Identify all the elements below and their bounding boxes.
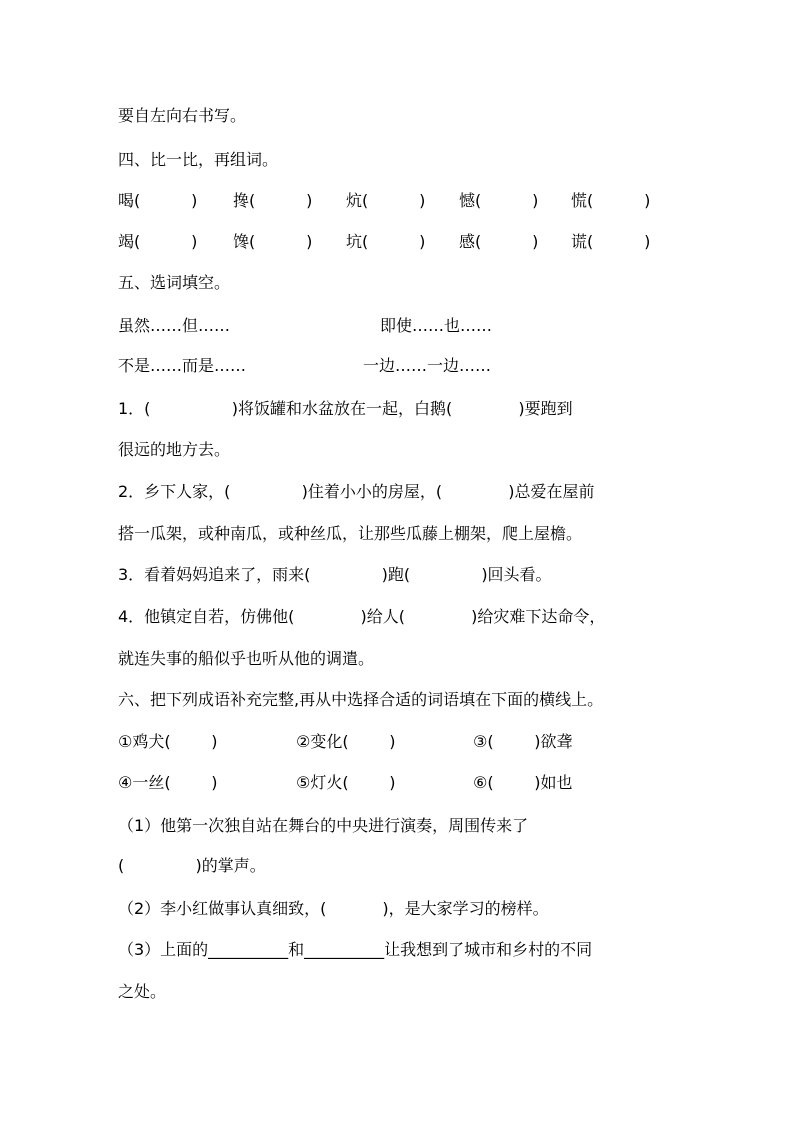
idiom-item: ⑤灯火( ): [296, 773, 396, 792]
idiom-item: ③( )欲聋: [473, 732, 573, 751]
question-4-line-1: 4．他镇定自若，仿佛他( )给人( )给灾难下达命令，: [118, 607, 606, 626]
idiom-item: ②变化( ): [296, 732, 396, 751]
question-2-line-2: 搭一瓜架，或种南瓜，或种丝瓜，让那些瓜藤上棚架，爬上屋檐。: [118, 524, 583, 543]
section-5-title: 五、选词填空。: [118, 273, 231, 292]
word-group-item: 感( ): [459, 232, 539, 251]
sentence-1-line-2: ( )的掌声。: [118, 856, 266, 875]
compare-row-1: [118, 191, 651, 211]
word-group-item: 坑( ): [346, 232, 426, 251]
question-1-line-2: 很远的地方去。: [118, 440, 231, 459]
compare-row-2: [118, 232, 651, 252]
idiom-item: ④一丝( ): [118, 773, 218, 792]
sentence-1-line-1: （1）他第一次独自站在舞台的中央进行演奏，周围传来了: [118, 816, 529, 835]
section-4-title: 四、比一比，再组词。: [118, 150, 279, 169]
idioms-row-2: [118, 773, 573, 793]
word-group-item: 谎( ): [571, 232, 651, 251]
question-1-line-1: 1．( )将饭罐和水盆放在一起，白鹅( )要跑到: [118, 399, 573, 418]
conjunction-option: 一边……一边……: [363, 356, 492, 375]
conjunction-option: 即使……也……: [380, 316, 493, 335]
intro-line: 要自左向右书写。: [118, 106, 247, 125]
word-group-item: 喝( ): [118, 191, 198, 210]
options-row-2: [118, 356, 492, 376]
conjunction-option: 虽然……但……: [118, 316, 231, 335]
question-2-line-1: 2．乡下人家，( )住着小小的房屋，( )总爱在屋前: [118, 482, 595, 501]
idiom-item: ①鸡犬( ): [118, 732, 218, 751]
word-group-item: 慌( ): [571, 191, 651, 210]
word-group-item: 炕( ): [346, 191, 426, 210]
idiom-item: ⑥( )如也: [473, 773, 573, 792]
sentence-3-line-1: （3）上面的__________和__________让我想到了城市和乡村的不同: [118, 940, 593, 959]
idioms-row-1: [118, 732, 573, 752]
word-group-item: 馋( ): [233, 232, 313, 251]
sentence-3-line-2: 之处。: [118, 982, 167, 1001]
question-3-line-1: 3．看着妈妈追来了，雨来( )跑( )回头看。: [118, 565, 552, 584]
sentence-2-line-1: （2）李小红做事认真细致，( )，是大家学习的榜样。: [118, 899, 549, 918]
word-group-item: 竭( ): [118, 232, 198, 251]
options-row-1: [118, 316, 493, 336]
section-6-title: 六、把下列成语补充完整,再从中选择合适的词语填在下面的横线上。: [118, 690, 604, 709]
conjunction-option: 不是……而是……: [118, 356, 247, 375]
word-group-item: 搀( ): [233, 191, 313, 210]
word-group-item: 憾( ): [459, 191, 539, 210]
question-4-line-2: 就连失事的船似乎也听从他的调遣。: [118, 649, 375, 668]
